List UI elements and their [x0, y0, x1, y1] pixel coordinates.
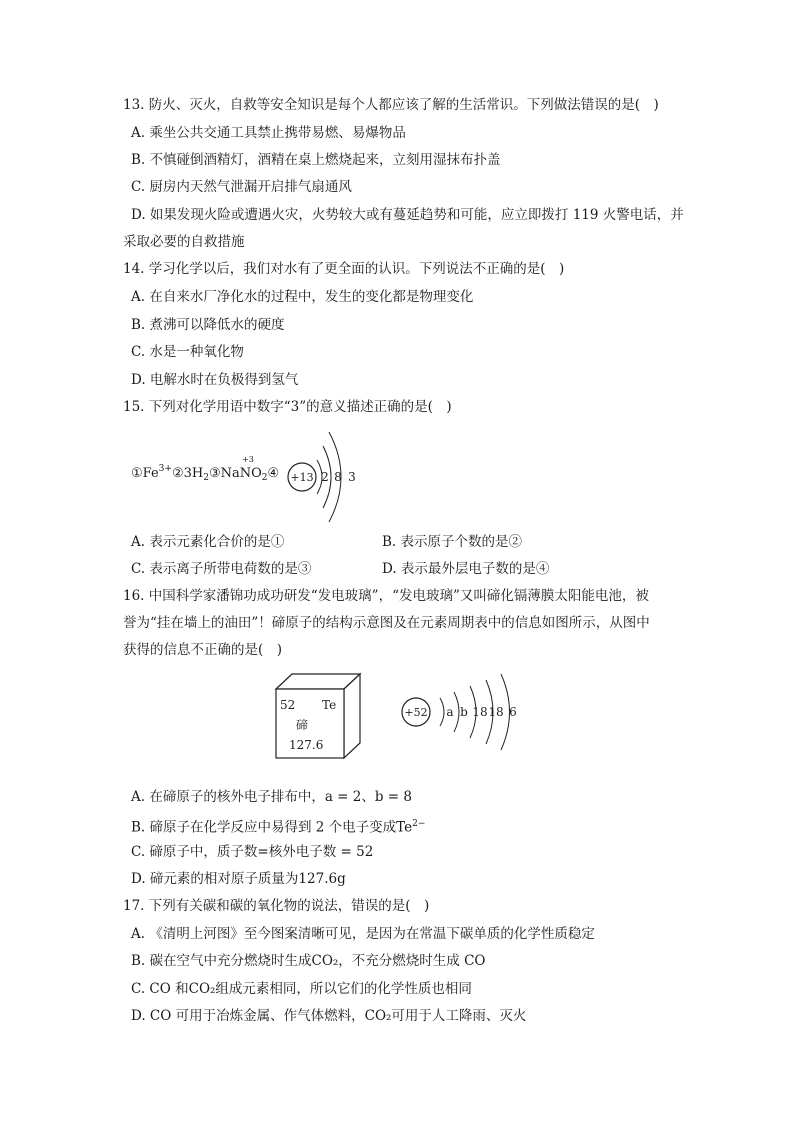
- q13-stem: 13. 防火、灭火，自救等安全知识是每个人都应该了解的生活常识。下列做法错误的是( ): [123, 97, 659, 113]
- q14-option-b: B. 煮沸可以降低水的硬度: [131, 317, 285, 333]
- q16-option-b-charge: 2−: [412, 819, 426, 829]
- q15-stem: 15. 下列对化学用语中数字“3”的意义描述正确的是( ): [123, 399, 452, 415]
- te-shell-count-b: b: [460, 705, 468, 719]
- formula-3-sub: 2: [261, 473, 268, 483]
- cell-atomic-number: 52: [280, 698, 296, 712]
- cell-element-name: 碲: [296, 718, 309, 732]
- q17-option-a: A. 《清明上河图》至今图案清晰可见，是因为在常温下碳单质的化学性质稳定: [131, 926, 595, 942]
- cell-symbol: Te: [322, 698, 337, 712]
- te-shell-arc-2: [454, 692, 459, 732]
- q15-option-d: D. 表示最外层电子数的是④: [382, 561, 550, 577]
- q16-option-b-text: B. 碲原子在化学反应中易得到 2 个电子变成Te: [131, 819, 413, 836]
- te-shell-count-3: 18: [472, 705, 488, 719]
- q15-option-a: A. 表示元素化合价的是①: [131, 534, 285, 550]
- q16-stem-line3: 获得的信息不正确的是( ): [123, 642, 283, 658]
- q17-option-d: D. CO 可用于冶炼金属、作气体燃料，CO₂可用于人工降雨、灭火: [131, 1008, 527, 1024]
- q16-stem-line1: 16. 中国科学家潘锦功成功研发“发电玻璃”，“发电玻璃”又叫碲化镉薄膜太阳能电池，被: [123, 588, 649, 604]
- q16-stem-line2: 誉为“挂在墙上的油田”！碲原子的结构示意图及在元素周期表中的信息如图所示，从图中: [123, 615, 650, 631]
- q15-option-b: B. 表示原子个数的是②: [382, 534, 523, 550]
- q16-option-c: C. 碲原子中，质子数=核外电子数 = 52: [131, 844, 374, 860]
- formula-2: ②3H: [171, 466, 204, 481]
- q13-option-a: A. 乘坐公共交通工具禁止携带易燃、易爆物品: [131, 125, 406, 141]
- al-nucleus-label: +13: [290, 471, 314, 484]
- q16-option-a: A. 在碲原子的核外电子排布中，a = 2、b = 8: [131, 789, 412, 805]
- aluminum-atom-diagram: [283, 428, 373, 528]
- te-nucleus-label: +52: [404, 706, 428, 719]
- q17-option-c: C. CO 和CO₂组成元素相同，所以它们的化学性质也相同: [131, 981, 472, 997]
- formula-2-sub: 2: [203, 473, 209, 483]
- al-shell-count-1: 2: [321, 470, 329, 484]
- te-shell-count-5: 6: [509, 705, 517, 719]
- al-shell-count-3: 3: [348, 470, 356, 484]
- q16-option-d: D. 碲元素的相对原子质量为127.6g: [131, 871, 346, 887]
- q17-stem: 17. 下列有关碳和碳的氧化物的说法，错误的是( ): [123, 898, 430, 914]
- formula-3: ③NaNO: [208, 466, 262, 481]
- q16-option-b: [131, 815, 425, 837]
- q15-formulas: [131, 466, 279, 481]
- q15-option-c: C. 表示离子所带电荷数的是③: [131, 561, 312, 577]
- q14-option-c: C. 水是一种氧化物: [131, 344, 244, 360]
- q17-option-b: B. 碳在空气中充分燃烧时生成CO₂，不充分燃烧时生成 CO: [131, 953, 486, 969]
- al-shell-count-2: 8: [334, 470, 342, 484]
- cell-atomic-mass: 127.6: [289, 738, 324, 752]
- formula-1: ①Fe: [131, 466, 159, 481]
- cell-side-face: [344, 674, 360, 758]
- q13-option-b: B. 不慎碰倒酒精灯，酒精在桌上燃烧起来，立刻用湿抹布扑盖: [131, 152, 501, 168]
- te-shell-arc-1: [440, 698, 444, 726]
- q13-option-d: D. 如果发现火险或遭遇火灾，火势较大或有蔓延趋势和可能，应立即拨打 119 火警电话，并: [131, 207, 684, 223]
- q14-stem: 14. 学习化学以后，我们对水有了更全面的认识。下列说法不正确的是( ): [123, 261, 565, 277]
- formula-1-charge: 3+: [158, 464, 172, 474]
- q14-option-d: D. 电解水时在负极得到氢气: [131, 372, 299, 388]
- tellurium-periodic-cell: [272, 671, 367, 761]
- formula-3-valence: +3: [242, 455, 254, 464]
- q14-option-a: A. 在自来水厂净化水的过程中，发生的变化都是物理变化: [131, 289, 474, 305]
- tellurium-atom-diagram: [398, 670, 528, 760]
- te-shell-count-a: a: [446, 705, 454, 719]
- te-shell-count-4: 18: [488, 705, 504, 719]
- q13-option-d-cont: 采取必要的自救措施: [123, 234, 245, 250]
- formula-4: ④: [267, 466, 280, 481]
- q13-option-c: C. 厨房内天然气泄漏开启排气扇通风: [131, 179, 352, 195]
